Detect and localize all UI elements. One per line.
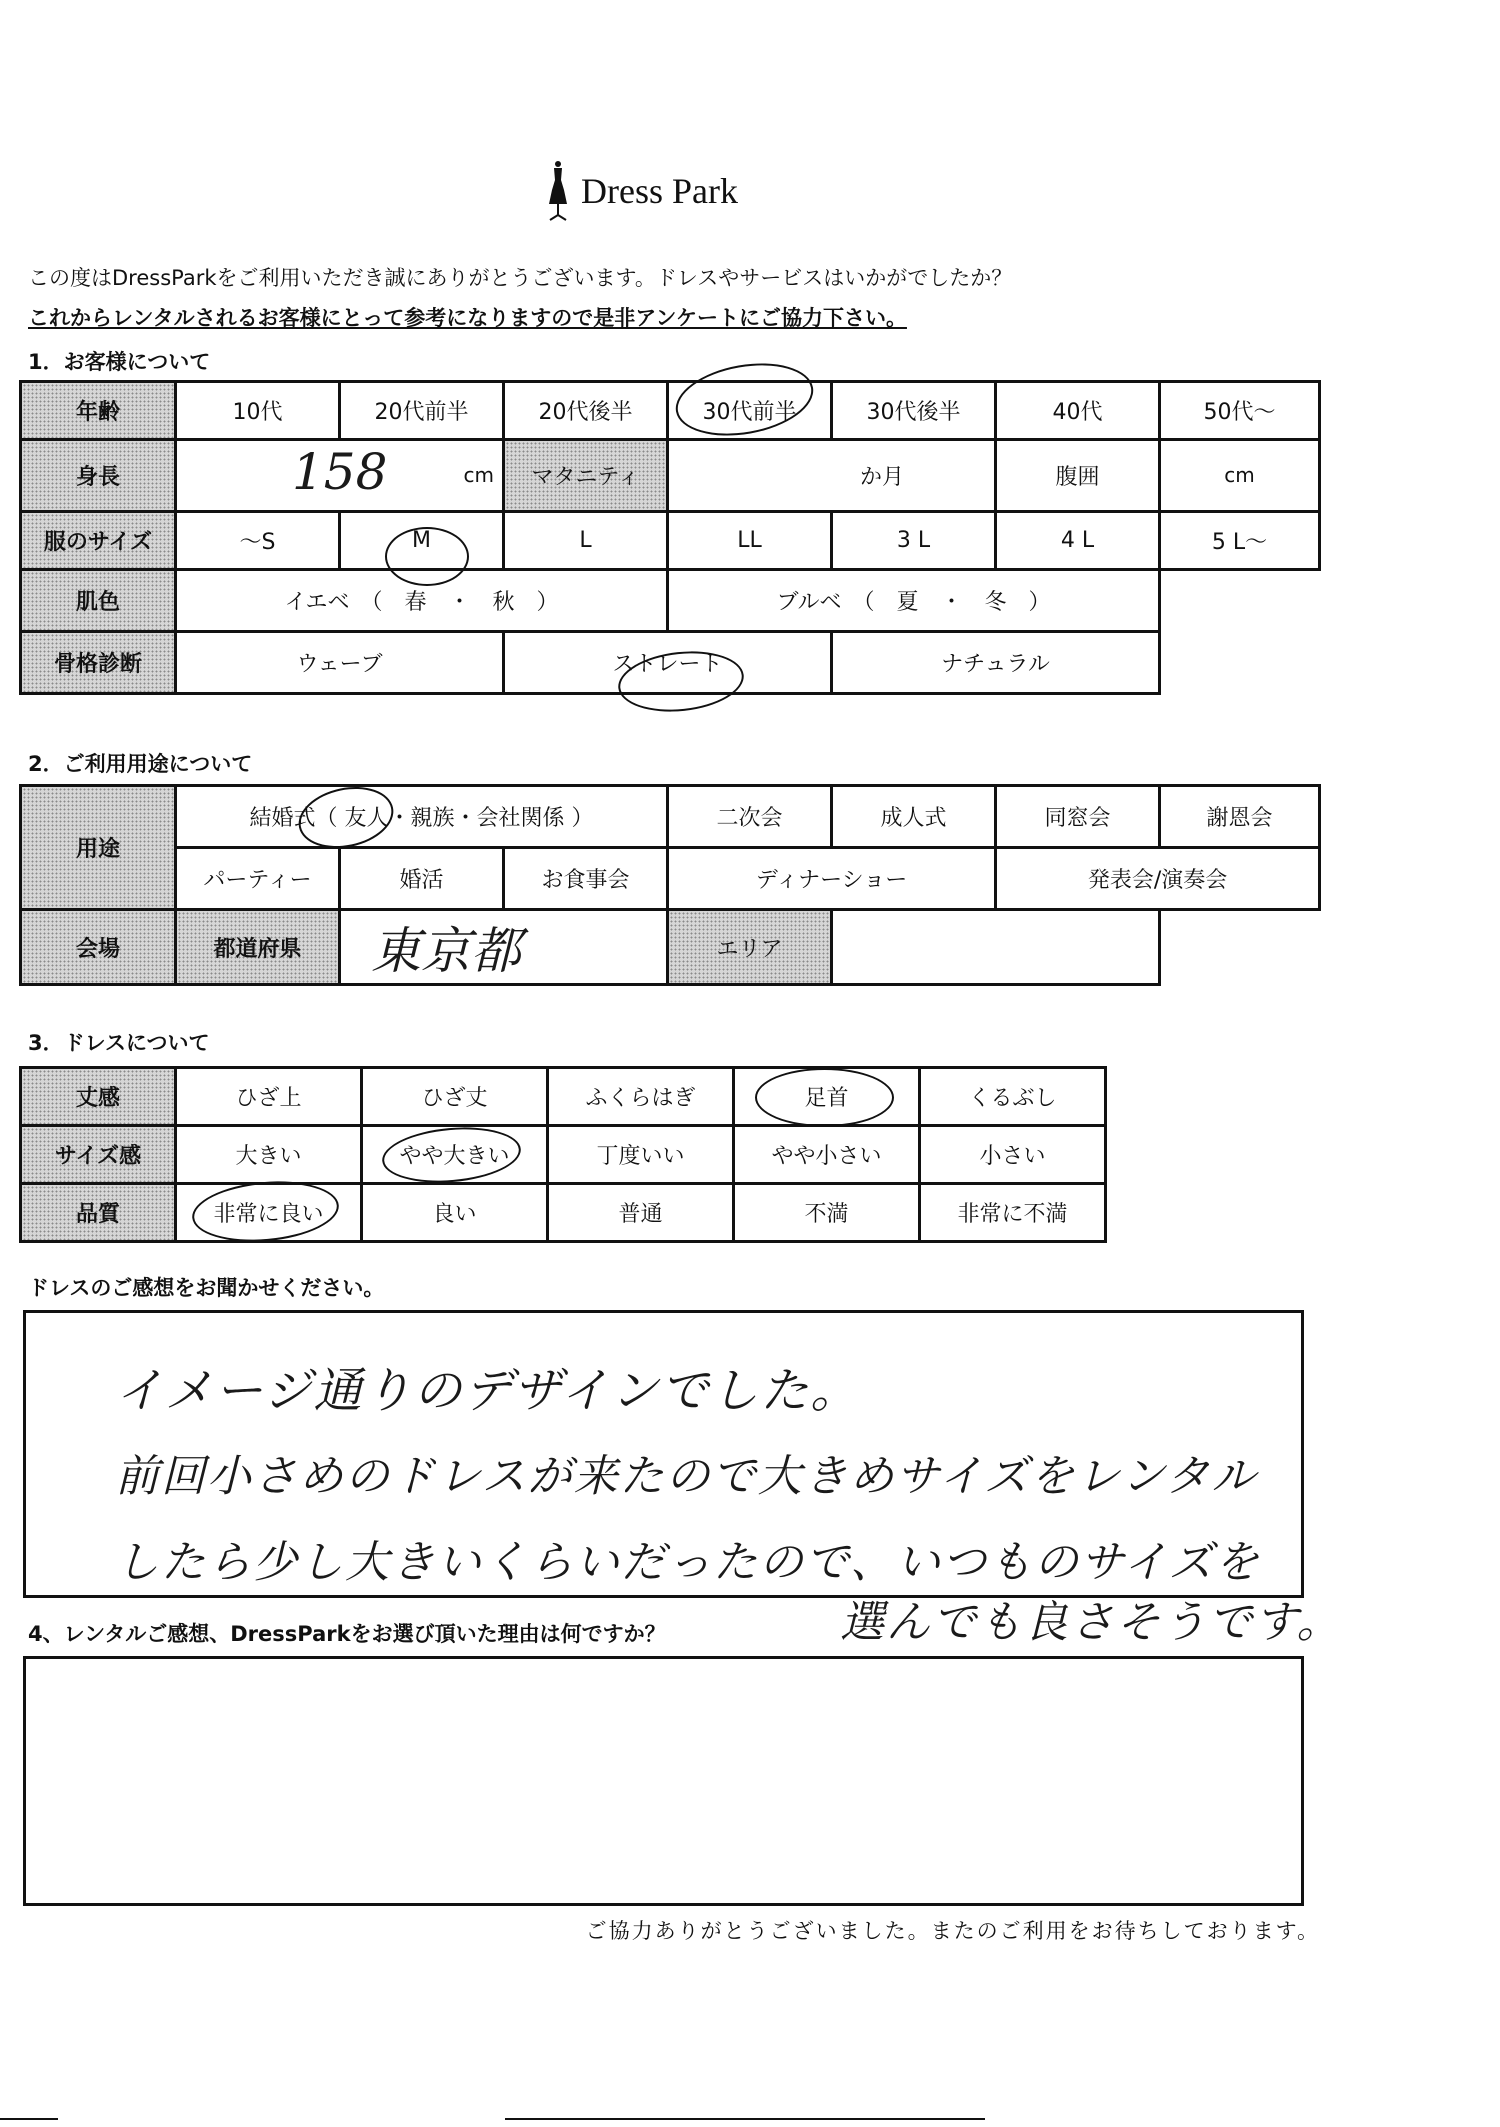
size-option-ll[interactable]: LL: [668, 512, 832, 570]
quality-option-dissatisfied[interactable]: 不満: [734, 1184, 920, 1242]
skeleton-option-wave[interactable]: ウェーブ: [176, 632, 504, 694]
usage-option-wedding[interactable]: 結婚式（ 友人・親族・会社関係 ）: [176, 786, 668, 848]
skin-label: 肌色: [21, 570, 176, 632]
usage-option-konkatsu[interactable]: 婚活: [340, 848, 504, 910]
length-option-calf[interactable]: ふくらはぎ: [548, 1068, 734, 1126]
length-option-ankle[interactable]: 足首: [734, 1068, 920, 1126]
skeleton-label: 骨格診断: [21, 632, 176, 694]
scan-edge-line: [0, 2118, 58, 2120]
comment-line-4: 選んでも良さそうです。: [840, 1597, 1343, 1648]
length-option-knee[interactable]: ひざ丈: [362, 1068, 548, 1126]
size-option-4l[interactable]: 4 L: [996, 512, 1160, 570]
logo-text: Dress Park: [581, 171, 738, 211]
age-label: 年齢: [21, 382, 176, 440]
prefecture-field[interactable]: [340, 910, 668, 985]
section-4-title: 4、レンタルご感想、DressParkをお選び頂いた理由は何ですか？: [28, 1622, 666, 1646]
size-option-l[interactable]: L: [504, 512, 668, 570]
size-option-3l[interactable]: 3 L: [832, 512, 996, 570]
fit-option-large[interactable]: 大きい: [176, 1126, 362, 1184]
section-2-title: 2．ご利用用途について: [28, 752, 253, 776]
reason-box[interactable]: [23, 1656, 1304, 1906]
skin-option-yellow[interactable]: イエベ （ 春 ・ 秋 ）: [176, 570, 668, 632]
usage-option-dinner[interactable]: お食事会: [504, 848, 668, 910]
height-value: 158: [292, 443, 388, 501]
area-label: エリア: [668, 910, 832, 985]
scan-edge-line: [505, 2118, 985, 2120]
quality-label: 品質: [21, 1184, 176, 1242]
prefecture-value: 東京都: [371, 922, 521, 980]
usage-option-dinner-show[interactable]: ディナーショー: [668, 848, 996, 910]
maternity-month-unit: か月: [859, 465, 904, 490]
age-option-early-30s[interactable]: 30代前半: [668, 382, 832, 440]
fit-option-slightly-large[interactable]: やや大きい: [362, 1126, 548, 1184]
fit-option-small[interactable]: 小さい: [920, 1126, 1106, 1184]
prefecture-label: 都道府県: [176, 910, 340, 985]
section-1-title: 1．お客様について: [28, 350, 211, 374]
intro-line-1: この度はDressParkをご利用いただき誠にありがとうございます。ドレスやサービスはいかがでしたか？: [28, 266, 1013, 290]
size-option-s[interactable]: 〜S: [176, 512, 340, 570]
skeleton-option-straight[interactable]: ストレート: [504, 632, 832, 694]
age-option-late-20s[interactable]: 20代後半: [504, 382, 668, 440]
usage-option-reunion[interactable]: 同窓会: [996, 786, 1160, 848]
size-option-5l[interactable]: 5 L〜: [1160, 512, 1320, 570]
quality-option-very-good[interactable]: 非常に良い: [176, 1184, 362, 1242]
waist-field[interactable]: [1160, 440, 1320, 512]
size-label: 服のサイズ: [21, 512, 176, 570]
usage-option-recital[interactable]: 発表会/演奏会: [996, 848, 1320, 910]
dress-mannequin-icon: [545, 160, 571, 222]
waist-unit: cm: [1224, 463, 1255, 487]
maternity-months-field[interactable]: [668, 440, 996, 512]
age-option-40s[interactable]: 40代: [996, 382, 1160, 440]
customer-info-table: [19, 380, 1321, 695]
comment-line-1: イメージ通りのデザインでした。: [115, 1363, 861, 1419]
quality-option-very-dissatisfied[interactable]: 非常に不満: [920, 1184, 1106, 1242]
height-unit: cm: [463, 463, 494, 487]
area-field[interactable]: [832, 910, 1160, 985]
fit-option-slightly-small[interactable]: やや小さい: [734, 1126, 920, 1184]
length-option-ankle-bone[interactable]: くるぶし: [920, 1068, 1106, 1126]
footer-thanks: ご協力ありがとうございました。またのご利用をお待ちしております。: [585, 1919, 1320, 1943]
fit-label: サイズ感: [21, 1126, 176, 1184]
usage-option-thank-you-party[interactable]: 謝恩会: [1160, 786, 1320, 848]
age-option-early-20s[interactable]: 20代前半: [340, 382, 504, 440]
length-label: 丈感: [21, 1068, 176, 1126]
age-option-late-30s[interactable]: 30代後半: [832, 382, 996, 440]
usage-option-after-party[interactable]: 二次会: [668, 786, 832, 848]
section-3-title: 3．ドレスについて: [28, 1031, 210, 1055]
size-option-m[interactable]: M: [340, 512, 504, 570]
fit-option-just-right[interactable]: 丁度いい: [548, 1126, 734, 1184]
age-option-10s[interactable]: 10代: [176, 382, 340, 440]
venue-label: 会場: [21, 910, 176, 985]
intro-line-2: これからレンタルされるお客様にとって参考になりますので是非アンケートにご協力下さい。: [28, 306, 907, 330]
comment-line-2: 前回小さめのドレスが来たので大きめサイズをレンタル: [115, 1451, 1258, 1502]
age-option-50s-plus[interactable]: 50代〜: [1160, 382, 1320, 440]
usage-table: [19, 784, 1321, 986]
quality-option-normal[interactable]: 普通: [548, 1184, 734, 1242]
usage-label: 用途: [21, 786, 176, 910]
skin-option-blue[interactable]: ブルベ （ 夏 ・ 冬 ）: [668, 570, 1160, 632]
dress-table: [19, 1066, 1107, 1243]
skeleton-option-natural[interactable]: ナチュラル: [832, 632, 1160, 694]
comment-prompt: ドレスのご感想をお聞かせください。: [28, 1276, 385, 1300]
usage-option-coming-of-age[interactable]: 成人式: [832, 786, 996, 848]
usage-option-party[interactable]: パーティー: [176, 848, 340, 910]
length-option-above-knee[interactable]: ひざ上: [176, 1068, 362, 1126]
quality-option-good[interactable]: 良い: [362, 1184, 548, 1242]
comment-line-3: したら少し大きいくらいだったので、いつものサイズを: [115, 1537, 1261, 1588]
height-label: 身長: [21, 440, 176, 512]
maternity-label: マタニティ: [504, 440, 668, 512]
waist-label: 腹囲: [996, 440, 1160, 512]
height-field[interactable]: [176, 440, 504, 512]
dresspark-logo: [545, 160, 738, 222]
